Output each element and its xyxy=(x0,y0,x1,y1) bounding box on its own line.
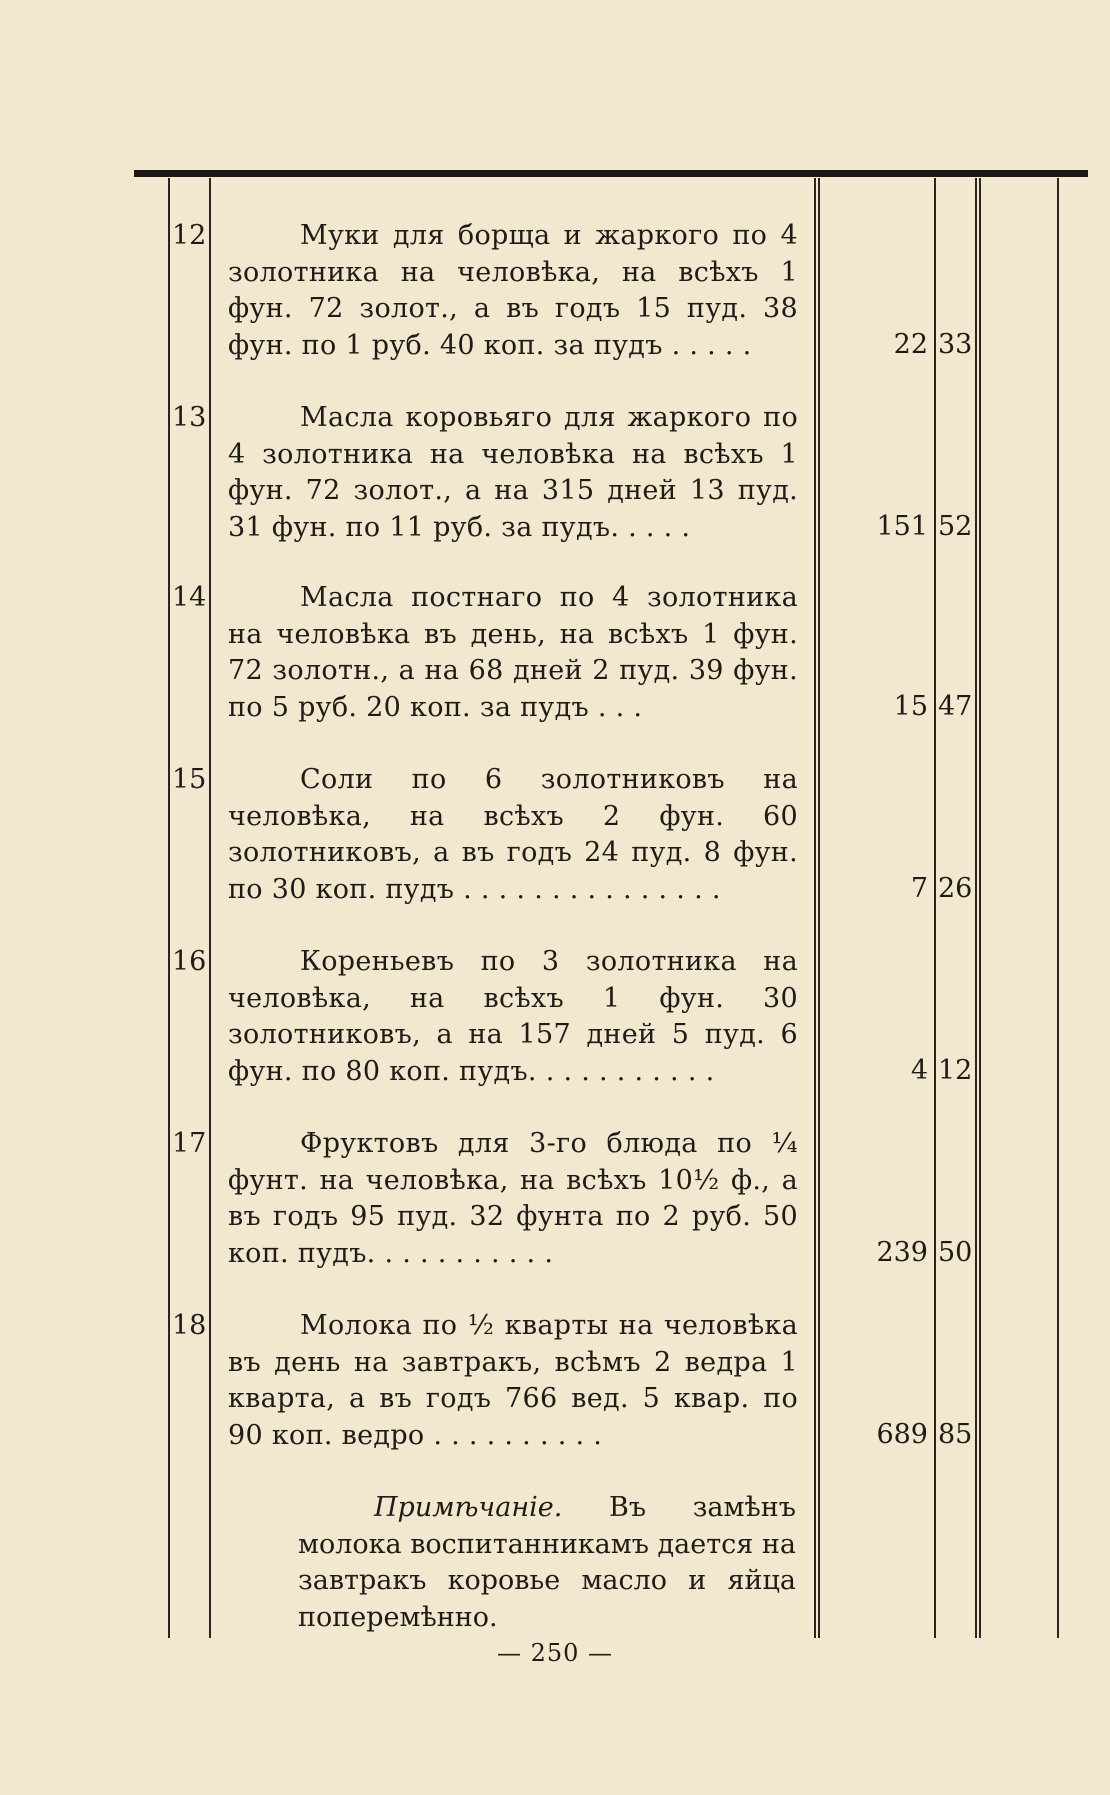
table-top-rule xyxy=(134,170,1088,177)
row-description: Молока по ½ кварты на человѣка въ день на завтракъ, всѣмъ 2 ведра 1 кварта, а въ годъ 766 вед. 5 квар. по 90 коп. ведро . . . . . . . . . . xyxy=(228,1310,798,1451)
column-line-desc-right xyxy=(814,178,816,1638)
column-line-rub-kop xyxy=(934,178,936,1638)
amount-kopecks: 26 xyxy=(938,873,973,904)
row-number: 14 xyxy=(172,582,207,613)
page-number: — 250 — xyxy=(496,1639,614,1667)
amount-rubles: 239 xyxy=(876,1237,928,1268)
column-line-number xyxy=(209,178,211,1638)
amount-rubles: 4 xyxy=(910,1055,928,1086)
amount-kopecks: 47 xyxy=(938,691,973,722)
row-description: Муки для борща и жаркого по 4 золотника на человѣка, на всѣхъ 1 фун. 72 золот., а въ годъ 15 пуд. 38 фун. по 1 руб. 40 коп. за пудъ . . . . . xyxy=(228,220,798,361)
amount-rubles: 7 xyxy=(910,873,928,904)
column-line-extra xyxy=(1057,178,1059,1638)
row-description: Фруктовъ для 3-го блюда по ¼ фунт. на человѣка, на всѣхъ 10½ ф., а въ годъ 95 пуд. 32 фунта по 2 руб. 50 коп. пудъ. . . . . . . . . . . xyxy=(228,1128,798,1269)
amount-kopecks: 12 xyxy=(938,1055,973,1086)
column-line-kop-right-2 xyxy=(979,178,981,1638)
row-number: 15 xyxy=(172,764,207,795)
row-description: Масла коровьяго для жаркого по 4 золотника на человѣка на всѣхъ 1 фун. 72 золот., а на 315 дней 13 пуд. 31 фун. по 11 руб. за пудъ. . . . . xyxy=(228,402,798,543)
row-number: 12 xyxy=(172,220,207,251)
row-number: 17 xyxy=(172,1128,207,1159)
amount-rubles: 15 xyxy=(893,691,928,722)
amount-kopecks: 50 xyxy=(938,1237,973,1268)
footnote xyxy=(298,1490,796,1636)
row-number: 18 xyxy=(172,1310,207,1341)
amount-rubles: 151 xyxy=(876,511,928,542)
row-description: Соли по 6 золотниковъ на человѣка, на всѣхъ 2 фун. 60 золотниковъ, а въ годъ 24 пуд. 8 фун. по 30 коп. пудъ . . . . . . . . . . . . . . . xyxy=(228,764,798,905)
amount-rubles: 22 xyxy=(893,329,928,360)
amount-kopecks: 52 xyxy=(938,511,973,542)
footnote-text: Въ замѣнъ молока воспитанникамъ дается на завтракъ коровье масло и яйца поперемѣнно. xyxy=(298,1492,797,1633)
column-line-desc-right-2 xyxy=(818,178,820,1638)
amount-rubles: 689 xyxy=(876,1419,928,1450)
amount-kopecks: 33 xyxy=(938,329,973,360)
footnote-label: Примѣчаніе. xyxy=(374,1492,563,1523)
amount-kopecks: 85 xyxy=(938,1419,973,1450)
row-description: Кореньевъ по 3 золотника на человѣка, на всѣхъ 1 фун. 30 золотниковъ, а на 157 дней 5 пуд. 6 фун. по 80 коп. пудъ. . . . . . . . . . . xyxy=(228,946,798,1087)
row-description: Масла постнаго по 4 золотника на человѣка въ день, на всѣхъ 1 фун. 72 золотн., а на 68 дней 2 пуд. 39 фун. по 5 руб. 20 коп. за пудъ . . . xyxy=(228,582,798,723)
row-number: 13 xyxy=(172,402,207,433)
column-line-left xyxy=(168,178,170,1638)
row-number: 16 xyxy=(172,946,207,977)
